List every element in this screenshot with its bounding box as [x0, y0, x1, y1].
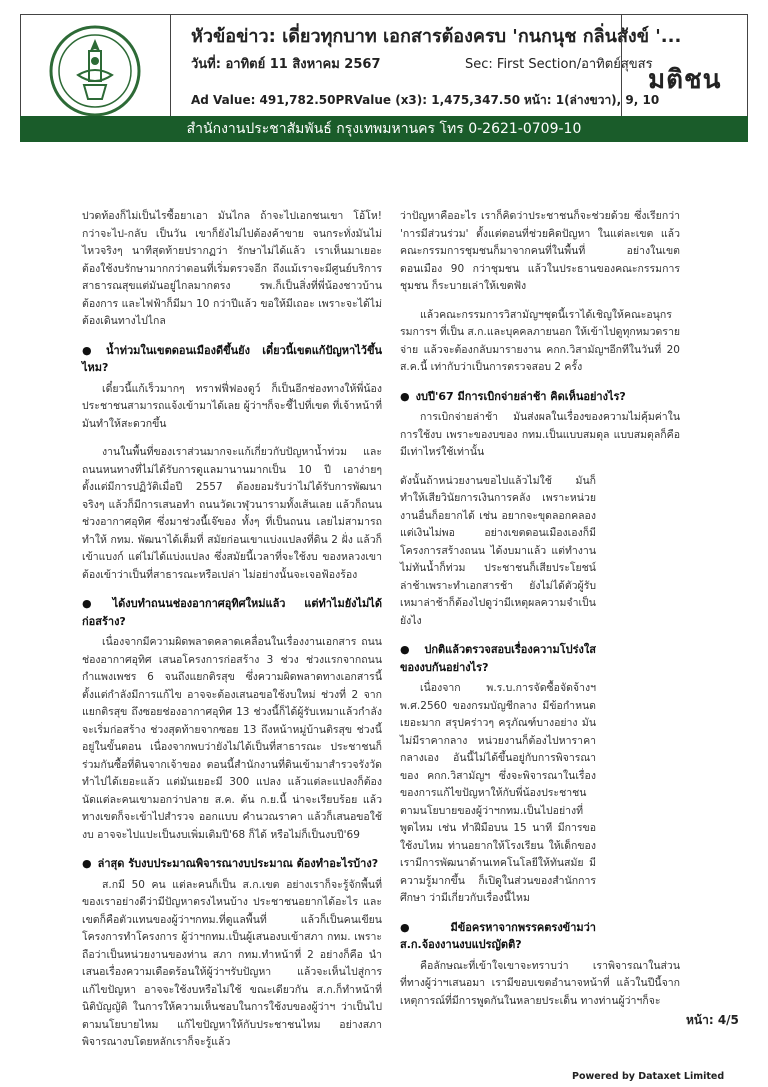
page-label: หน้า: 1(ล่างขวา), 9, 10: [523, 93, 660, 107]
right-column: [400, 208, 680, 1021]
paragraph: เดี๋ยวนี้แก้เร็วมากๆ ทราฟฟี่ฟองดูว์ ก็เป็นอีกช่องทางให้พี่น้องประชาชนสามารถแจ้งเข้ามาได้เลย ผู้ว่าฯก็จะชี้ไปที่เขต ที่เจ้าหน้าที่มันทำให้สะดวกขึ้น: [82, 382, 382, 430]
paragraph: คือลักษณะที่เข้าใจเขาจะทราบว่า เราพิจารณาในส่วนที่ทางผู้ว่าฯเสนอมา เรามีขอบเขตอำนาจหน้าที่ แล้วในปีนี้จากเหตุการณ์ที่มีการพูดกันในหลายประเด็น ทางท่านผู้ว่าฯก็จะ: [400, 959, 680, 1007]
pr-value: PRValue (x3): 1,475,347.50: [335, 93, 521, 107]
paragraph: การเบิกจ่ายล่าช้า มันส่งผลในเรื่องของความไม่คุ้มค่าในการใช้งบ เพราะของบของ กทม.เป็นแบบสมดุล แบบสมดุลก็คือมีเท่าไหร่ใช้เท่านั้น: [400, 411, 680, 458]
question-heading: ● มีข้อครหาจากพรรคตรงข้ามว่า ส.ก.จ้องงานงบแปรญัตติ?: [400, 920, 596, 951]
paragraph: เนื่องจาก พ.ร.บ.การจัดซื้อจัดจ้างฯ พ.ศ.2560 ของกรมบัญชีกลาง มีข้อกำหนดเยอะมาก สรุปคร่าวๆ ครุภัณฑ์บางอย่าง มันไม่มีราคากลาง หน่วยงานก็ต้องไปหาราคากลางเอง อันนี้ไม่ได้ขึ้นอยู่กับการพิจารณาของ คกก.วิสามัญฯ ซึ่งจะพิจารณาในเรื่องของการแก้ไขปัญหาให้กับพี่น้องประชาชน ตามนโยบายของผู้ว่าฯกทม.เป็นไปอย่างที่พูดไหม เช่น ทำฝีมือบน 15 นาที มีการขอใช้งบไหม ท่านอยากให้โรงเรียน ให้เด็กของเรามีการพัฒนาด้านเทคโนโลยีให้ทันสมัย มีความรู้มากขึ้น ก็เปิดูในส่วนของสำนักการศึกษา ว่ามีเกี่ยวกับเรื่องนี้ไหม: [400, 682, 596, 904]
question-heading: ● ได้งบทำถนนช่องอากาศอุทิศใหม่แล้ว แต่ทำไมยังไม่ได้ก่อสร้าง?: [82, 597, 382, 628]
section-label: Sec: First Section/อาทิตย์สุขสร: [465, 57, 653, 72]
powered-by: Powered by Dataxet Limited: [572, 1071, 725, 1082]
paragraph: แล้วคณะกรรมการวิสามัญฯชุดนี้เราได้เชิญให้คณะอนุกรรมการฯ ที่เป็น ส.ก.และบุคคลภายนอก ให้เข้าไปดูทุกหมวดรายจ่าย แล้วจะต้องกลับมารายงาน คกก.วิสามัญฯอีกทีในวันที่ 20 ส.ค.นี้ เท่ากับว่าเป็นการตรวจสอบ 2 ครั้ง: [400, 308, 680, 373]
page-number: หน้า: 4/5: [686, 1013, 739, 1027]
value-row: [191, 91, 659, 110]
seal-icon: [48, 25, 142, 117]
contact-banner: สำนักงานประชาสัมพันธ์ กรุงเทพมหานคร โทร 0-2621-0709-10: [20, 116, 748, 142]
question-heading: ● ปกติแล้วตรวจสอบเรื่องความโปร่งใสของงบกันอย่างไร?: [400, 643, 596, 674]
paragraph: ว่าปัญหาคืออะไร เราก็คิดว่าประชาชนก็จะช่วยด้วย ซึ่งเรียกว่า 'การมีส่วนร่วม' ตั้งแต่ตอนที่ช่วยคิดปัญหา ในแต่ละเขต แล้วคณะกรรมการชุมชนก็มาจากคนที่ในพื้นที่ อย่างในเขตดอนเมือง 90 กว่าชุมชน แล้วในประธานของคณะกรรมการชุมชน ก็ระบายเล่าให้เขตฟัง: [400, 210, 680, 292]
headline: หัวข้อข่าว: เดี่ยวทุกบาท เอกสารต้องครบ 'กนกนุช กลิ่นสังข์ '...: [191, 26, 682, 47]
ad-value: Ad Value: 491,782.50: [191, 93, 336, 107]
publication-logo: มติชน: [648, 65, 722, 95]
paragraph: เนื่องจากมีความผิดพลาดคลาดเคลื่อนในเรื่องงานเอกสาร ถนนช่องอากาศอุทิศ เสนอโครงการก่อสร้าง 3 ช่วง ช่วงแรกจากถนนกำแพงเพชร 6 จนถึงแยกติรสุข ซึ่งความผิดพลาดทางเอกสารนี้ตั้งแต่กำลังมีการแก้ไข อาจจะต้องเสนอขอใช้งบใหม่ ช่วงที่ 2 จากแยกติรสุข ถึงซอยช่องอากาศอุทิศ 13 ช่วงนี้ก็ได้ผู้รับเหมาแล้วกำลังจะเริ่มก่อสร้าง ช่วงสุดท้ายจากซอย 13 ถึงหน้าหมู่บ้านติรสุข ช่วงนี้อยู่ในขั้นตอน เนื่องจากพบว่ายังไม่ได้เป็นที่สาธารณะ ประชาชนก็ร่วมกันซื้อที่ดินจากเจ้าของ ตอนนี้สำนักงานที่ดินเข้ามาสำรวจรังวัด ทำไปได้เยอะแล้ว แต่มันเยอะมี 300 แปลง แล้วแต่ละแปลงก็ต้องนัดแต่ละคนเขามอกว่าปลาย ส.ค. ต้น ก.ย.นี้ น่าจะเรียบร้อย แล้วทางเขตก็จะเข้าไปสำรวจ ออกแบบ คำนวณราคา แล้วก็เสนอขอใช้งบ อาจจะไปแปะเป็นงบเพิ่มเติมปี'68 ก็ได้ หรือไม่ก็เป็นงบปี'69: [82, 636, 382, 841]
paragraph: งานในพื้นที่ของเราส่วนมากจะแก้เกี่ยวกับปัญหาน้ำท่วม และถนนหนทางที่ไม่ได้รับการดูแลมานานมากเป็น 10 ปี เอาง่ายๆ ตั้งแต่มีการปฏิวัติเมื่อปี 2557 ต้องยอมรับว่าไม่ได้รับการพัฒนาจริงๆ แล้วก็มีการเสนอทำ ถนนวัดเวฬุวนารามทั้งเส้นเลย แล้วก็ถนนช่วงอากาศอุทิศ ซึ่งมาช่วงนี้เจ๊ของ ทั้งๆ ที่เป็นถนน เลยไม่สามารถทำให้ กทม. พัฒนาได้เต็มที่ สมัยก่อนเขาแบ่งแปลงที่ดิน 2 ฝั่ง แล้วก็เข้าแบงก์ แต่ไม่ได้แบ่งแปลง ซึ่งสมัยนี้เวลาที่จะใช้งบ ของหลวงเขาต้องเข้าว่าเป็นที่สาธารณะหรือเปล่า ไม่อย่างนั้นจะเจอฟ้องร้อง: [82, 446, 382, 581]
paragraph: ส.กมี 50 คน แต่ละคนก็เป็น ส.ก.เขต อย่างเราก็จะรู้จักพื้นที่ของเราอย่างดีว่ามีปัญหาตรงไหนบ้าง ประชาชนอยากได้อะไร และเขตก็คือตัวแทนของผู้ว่าฯกทม.ที่ดูแลพื้นที่ แล้วก็เป็นคนเขียนโครงการทำโครงการ ผู้ว่าฯกทม.เป็นผู้เสนองบเข้าสภา กทม. เพราะถือว่าเป็นหน่วยงานของท่าน สภา กทม.ทำหน้าที่ 2 อย่างก็คือ นำเสนอเรื่องความเดือดร้อนให้ผู้ว่าฯรับปัญหา แล้วจะเห็นไปสู่การแก้ไขปัญหา อาจจะใช้งบหรือไม่ใช้ ขณะเดียวกัน ส.ก.ก็ทำหน้าที่นิติบัญญัติ ในการให้ความเห็นชอบในการใช้งบของผู้ว่าฯ ว่าเป็นไปตามนโยบายไหม แก้ไขปัญหาให้กับประชาชนไหม อย่างสภาพิจารณางบโดยหลักเราก็จะรู้แล้ว: [82, 878, 382, 1048]
clipping-header: [20, 14, 748, 132]
question-heading: ● น้ำท่วมในเขตดอนเมืองดีขึ้นยัง เดี๋ยวนี้เขตแก้ปัญหาไว้ขึ้นไหม?: [82, 343, 382, 374]
left-column: [82, 208, 382, 1063]
question-heading: ● งบปี'67 มีการเบิกจ่ายล่าช้า คิดเห็นอย่างไร?: [400, 389, 626, 403]
paragraph: ปวดท้องก็ไม่เป็นไรซื้อยาเอา มันไกล ถ้าจะไปเอกชนเขา โอ้โห! กว่าจะไป-กลับ เป็นวัน เขาก็ยังไม่ไปต้องค้าขาย จนกระทั่งมันไม่ไหวจริงๆ นาทีสุดท้ายปรากฏว่า รักษาไม่ได้แล้ว เราเห็นมาเยอะ ต้องใช้งบรักษามากกว่าตอนที่เริ่มตรวจอีก ถึงแม้เราจะมีศูนย์บริการสาธารณสุขแต่มันอยู่ไกลมากตรง รพ.ก็เป็นสิ่งที่พี่น้องชาวบ้านต้องการ และไฟฟ้าก็มีมา 10 กว่าปีแล้ว ขอให้มีเถอะ เพราะจะได้ไม่ต้องเดินทางไปไกล: [82, 210, 382, 327]
question-heading: ● ล่าสุด รับงบประมาณพิจารณางบประมาณ ต้องทำอะไรบ้าง?: [82, 857, 379, 870]
date-label: วันที่: อาทิตย์ 11 สิงหาคม 2567: [191, 57, 381, 72]
paragraph: ดังนั้นถ้าหน่วยงานขอไปแล้วไม่ใช้ มันก็ทำให้เสียวินัยการเงินการคลัง เพราะหน่วยงานอื่นก็อยากได้ เช่น อยากจะขุดลอกคลอง แต่เงินไม่พอ อย่างเขตดอนเมืองเองก็มีโครงการสร้างถนน ได้งบมาแล้ว แต่ทำงานไม่ทันน้ำก็ท่วม ประชาชนก็เสียประโยชน์ ล่าช้าเพราะทำเอกสารช้า ยังไม่ได้ตัวผู้รับเหมาล่าช้าก็ต้องไปดูว่ามีเหตุผลความจำเป็นยังไง: [400, 474, 596, 627]
